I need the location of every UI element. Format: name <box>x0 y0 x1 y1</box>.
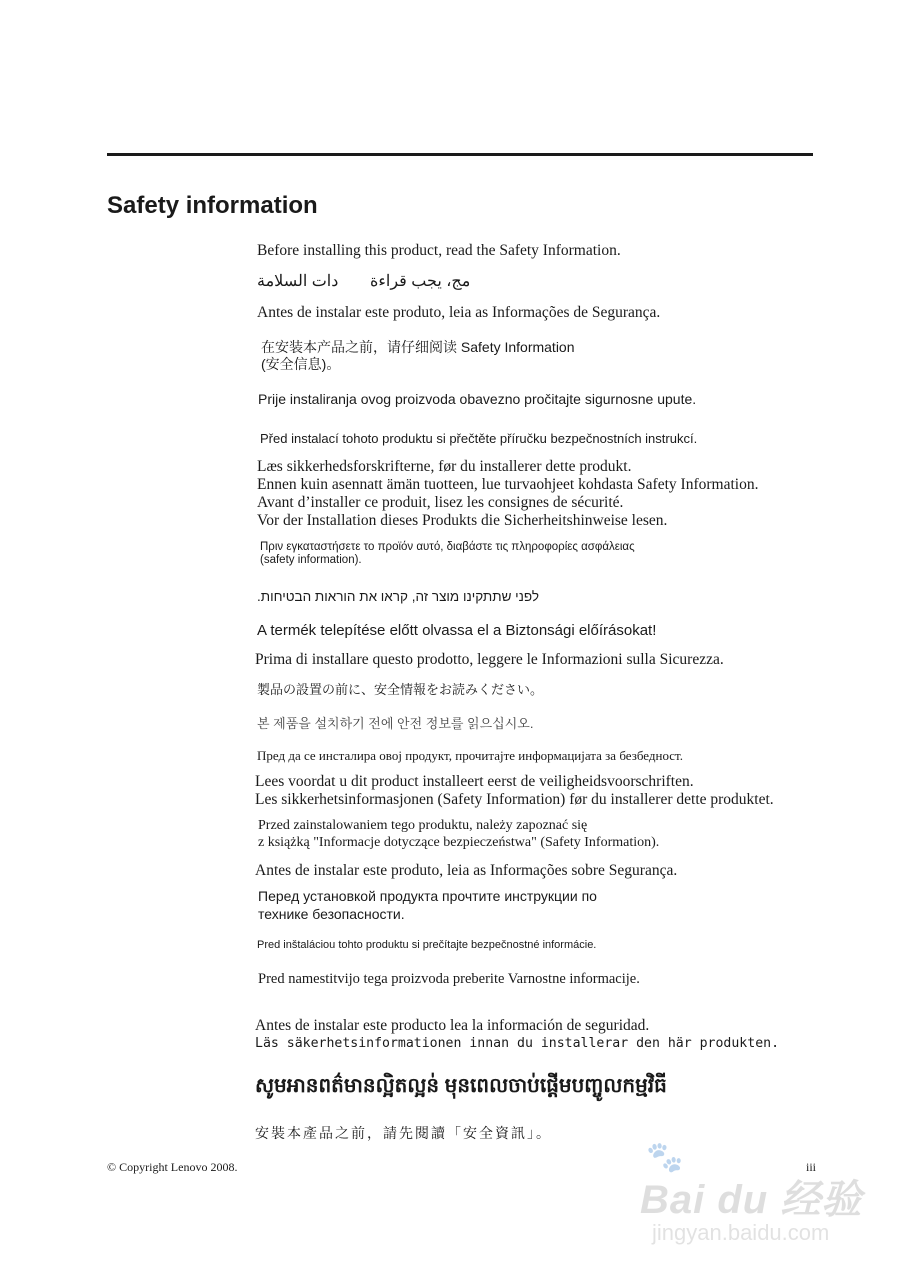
page-number: iii <box>806 1160 817 1174</box>
notice-portuguese-pt: Antes de instalar este produto, leia as Informações sobre Segurança. <box>255 862 678 879</box>
notice-hungarian: A termék telepítése előtt olvassa el a Biztonsági előírásokat! <box>257 622 657 639</box>
notice-korean: 본 제품을 설치하기 전에 안전 정보를 읽으십시오. <box>257 716 534 731</box>
notice-arabic-b: مج، يجب قراءة <box>370 273 471 290</box>
paw-icon: 🐾 <box>646 1140 684 1175</box>
notice-dutch: Lees voordat u dit product installeert eerst de veiligheidsvoorschriften. <box>255 773 694 790</box>
notice-czech: Před instalací tohoto produktu si přečtěte příručku bezpečnostních instrukcí. <box>260 431 698 446</box>
notice-chinese-simplified-1: 在安装本产品之前，请仔细阅读 Safety Information <box>261 339 575 355</box>
notice-greek-1: Πριν εγκαταστήσετε το προϊόν αυτό, διαβάστε τις πληροφορίες ασφάλειας <box>260 541 635 553</box>
watermark-site: jingyan.baidu.com <box>652 1220 830 1245</box>
notice-croatian: Prije instaliranja ovog proizvoda obavezno pročitajte sigurnosne upute. <box>258 391 697 407</box>
notice-khmer: សូមអានពត៌មានល្អិតល្អន់ មុនពេលចាប់ផ្តើមបញ្ចូលកម្មវិធី <box>255 1075 667 1097</box>
notice-french: Avant d’installer ce produit, lisez les consignes de sécurité. <box>257 494 624 511</box>
notice-english: Before installing this product, read the Safety Information. <box>257 242 621 259</box>
notice-arabic-a: دات السلامة <box>257 273 339 290</box>
watermark <box>640 1138 900 1278</box>
notice-greek-2: (safety information). <box>260 554 362 566</box>
notice-russian-2: технике безопасности. <box>258 906 405 922</box>
notice-japanese: 製品の設置の前に、安全情報をお読みください。 <box>257 682 544 697</box>
header-rule <box>107 153 813 156</box>
notice-spanish: Antes de instalar este producto lea la información de seguridad. <box>255 1017 650 1034</box>
notice-finnish: Ennen kuin asennatt ämän tuotteen, lue turvaohjeet kohdasta Safety Information. <box>257 476 759 493</box>
watermark-brand: Bai du 经验 <box>640 1178 863 1222</box>
notice-chinese-simplified-2: (安全信息)。 <box>261 356 341 372</box>
notice-german: Vor der Installation dieses Produkts die Sicherheitshinweise lesen. <box>257 512 668 529</box>
notice-portuguese-br: Antes de instalar este produto, leia as Informações de Segurança. <box>257 304 661 321</box>
notice-norwegian: Les sikkerhetsinformasjonen (Safety Information) før du installerer dette produktet. <box>255 791 774 808</box>
copyright: © Copyright Lenovo 2008. <box>107 1160 238 1174</box>
notice-slovak: Pred inštaláciou tohto produktu si prečítajte bezpečnostné informácie. <box>257 939 597 951</box>
notice-danish: Læs sikkerhedsforskrifterne, før du installerer dette produkt. <box>257 458 632 475</box>
notice-chinese-traditional: 安裝本產品之前，請先閱讀「安全資訊」。 <box>255 1127 552 1142</box>
notice-slovenian: Pred namestitvijo tega proizvoda preberite Varnostne informacije. <box>258 971 640 987</box>
notice-macedonian: Пред да се инсталира овој продукт, прочитајте информацијата за безбедност. <box>257 748 683 763</box>
notice-polish-2: z książką "Informacje dotyczące bezpieczeństwa" (Safety Information). <box>258 835 660 850</box>
notice-swedish: Läs säkerhetsinformationen innan du installerar den här produkten. <box>255 1036 780 1051</box>
notice-italian: Prima di installare questo prodotto, leggere le Informazioni sulla Sicurezza. <box>255 651 724 668</box>
notice-hebrew: לפני שתתקינו מוצר זה, קראו את הוראות הבטיחות. <box>257 589 540 604</box>
notice-polish-1: Przed zainstalowaniem tego produktu, należy zapoznać się <box>258 818 588 833</box>
page-title: Safety information <box>107 192 318 219</box>
notice-russian-1: Перед установкой продукта прочтите инструкции по <box>258 888 597 904</box>
